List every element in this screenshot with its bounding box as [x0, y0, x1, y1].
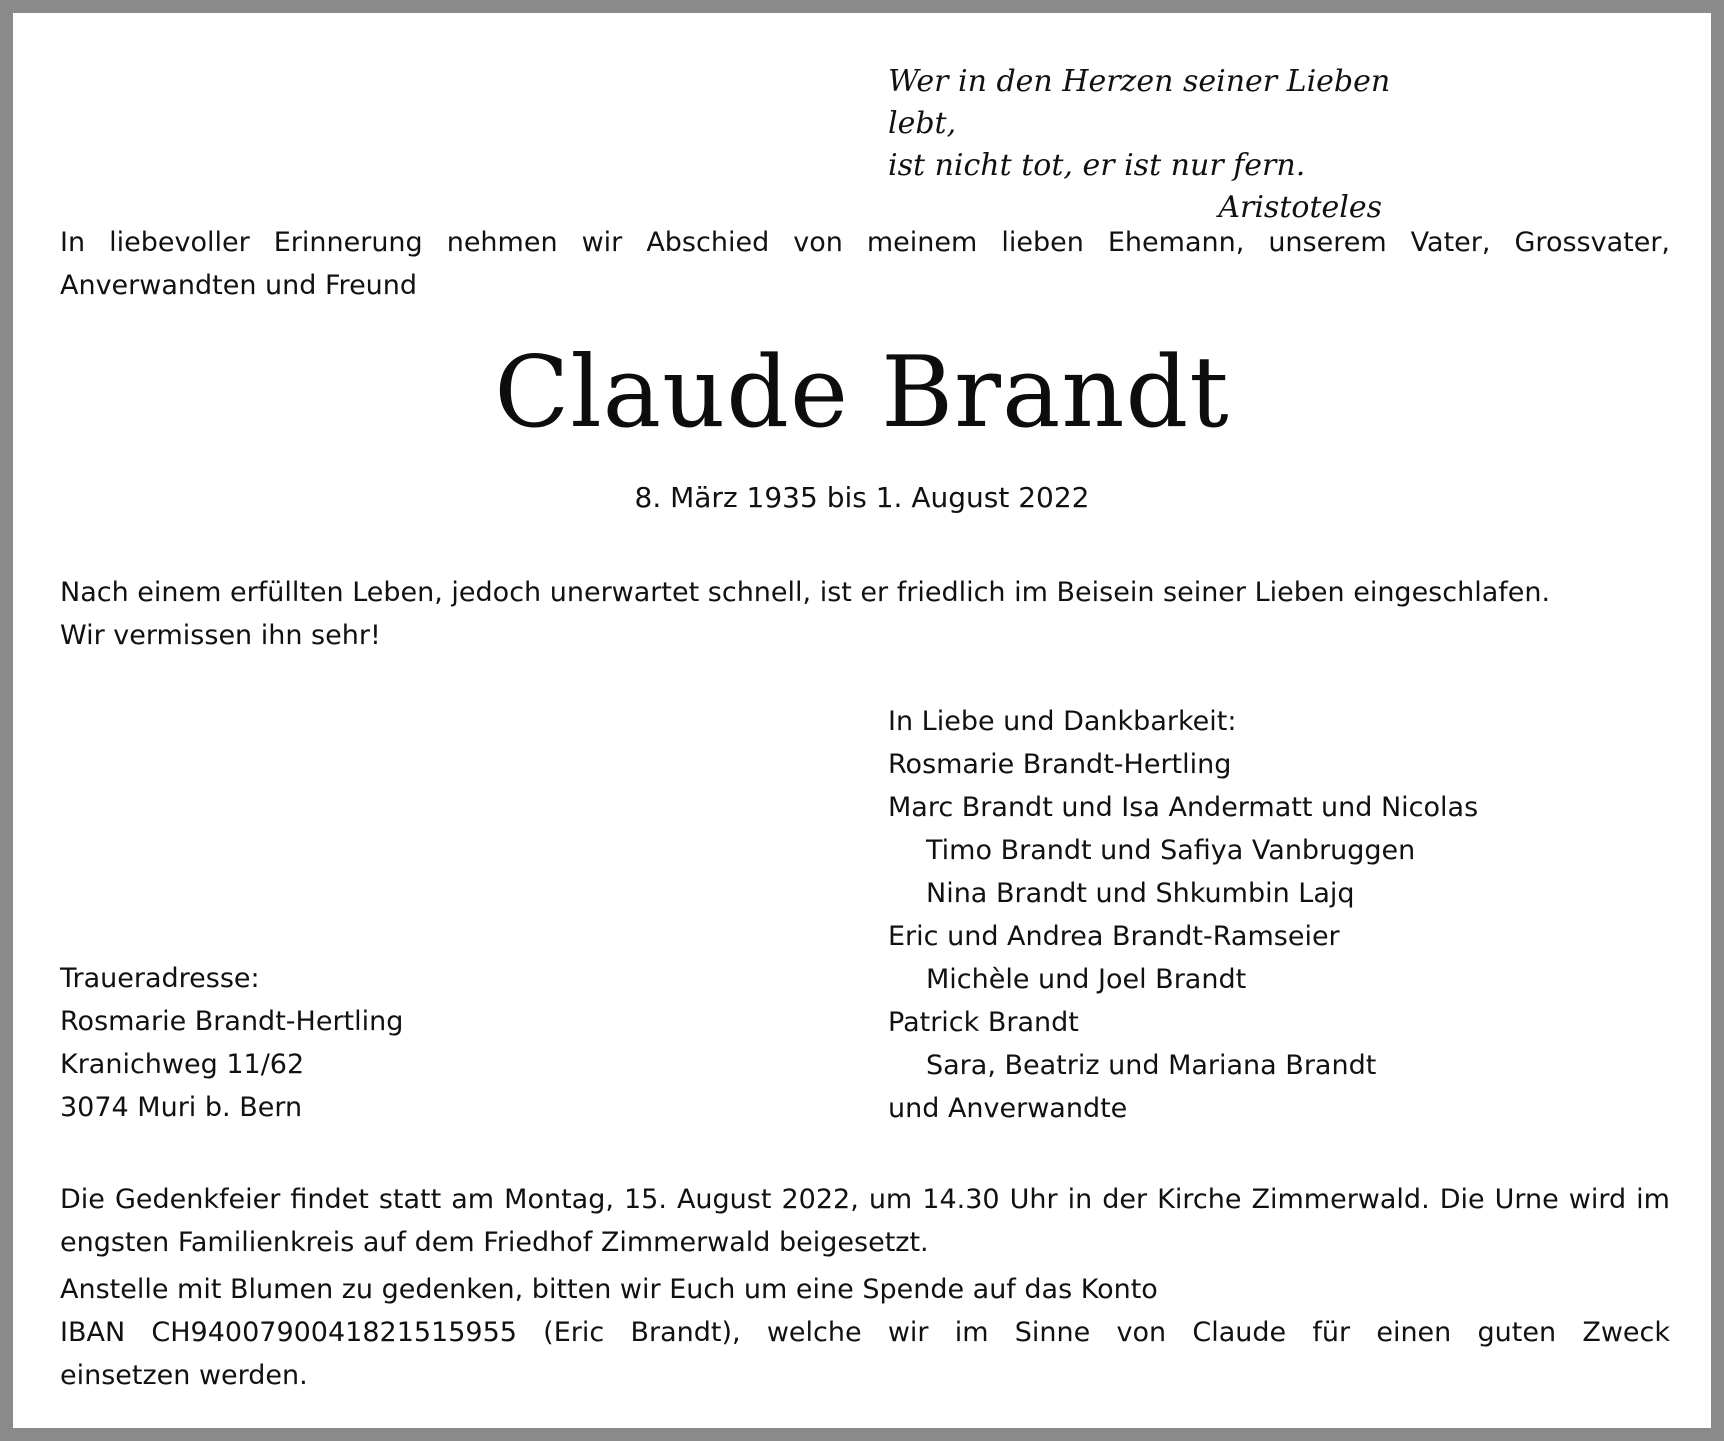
motto-line-1: Wer in den Herzen seiner Lieben lebt, — [888, 64, 1391, 141]
address-city: 3074 Muri b. Bern — [60, 1092, 303, 1123]
mourners-list — [888, 700, 1688, 1130]
mourning-address — [60, 957, 760, 1129]
donation-line-2: IBAN CH9400790041821515955 (Eric Brandt), welche wir im Sinne von Claude für einen guten Zweck — [60, 1317, 1670, 1348]
mourner-name: Rosmarie Brandt-Hertling — [888, 749, 1232, 780]
mourner-name: Michèle und Joel Brandt — [926, 964, 1247, 995]
motto-quote — [888, 61, 1428, 229]
intro-text: In liebevoller Erinnerung nehmen wir Abschied von meinem lieben Ehemann, unserem Vater, Grossvater, Anverwandten und Freund — [60, 227, 1670, 301]
ceremony-text: Die Gedenkfeier findet statt am Montag, 15. August 2022, um 14.30 Uhr in der Kirche Zimmerwald. Die Urne wird im engsten Familienkreis auf dem Friedhof Zimmerwald beigesetzt. — [60, 1184, 1670, 1258]
donation-text — [60, 1268, 1670, 1397]
mourner-name: Patrick Brandt — [888, 1007, 1079, 1038]
life-dates: 8. März 1935 bis 1. August 2022 — [634, 481, 1090, 514]
mourner-name: Nina Brandt und Shkumbin Lajq — [926, 878, 1355, 909]
address-name: Rosmarie Brandt-Hertling — [60, 1006, 404, 1037]
passing-text — [60, 571, 1675, 657]
mourner-name: Timo Brandt und Safiya Vanbruggen — [926, 835, 1416, 866]
address-label: Traueradresse: — [60, 963, 260, 994]
obituary-notice — [13, 13, 1711, 1428]
address-street: Kranichweg 11/62 — [60, 1049, 305, 1080]
mourners-heading: In Liebe und Dankbarkeit: — [888, 706, 1237, 737]
mourner-name: Sara, Beatriz und Mariana Brandt — [926, 1050, 1377, 1081]
passing-line-2: Wir vermissen ihn sehr! — [60, 620, 381, 651]
donation-line-1: Anstelle mit Blumen zu gedenken, bitten wir Euch um eine Spende auf das Konto — [60, 1274, 1158, 1305]
mourner-name: Marc Brandt und Isa Andermatt und Nicolas — [888, 792, 1479, 823]
motto-author: Aristoteles — [1218, 190, 1382, 225]
deceased-name: Claude Brandt — [494, 336, 1230, 450]
mourner-name: und Anverwandte — [888, 1093, 1128, 1124]
mourner-name: Eric und Andrea Brandt-Ramseier — [888, 921, 1340, 952]
passing-line-1: Nach einem erfüllten Leben, jedoch unerwartet schnell, ist er friedlich im Beisein seiner Lieben eingeschlafen. — [60, 577, 1551, 608]
motto-line-2: ist nicht tot, er ist nur fern. — [888, 148, 1306, 183]
donation-line-3: einsetzen werden. — [60, 1360, 308, 1391]
